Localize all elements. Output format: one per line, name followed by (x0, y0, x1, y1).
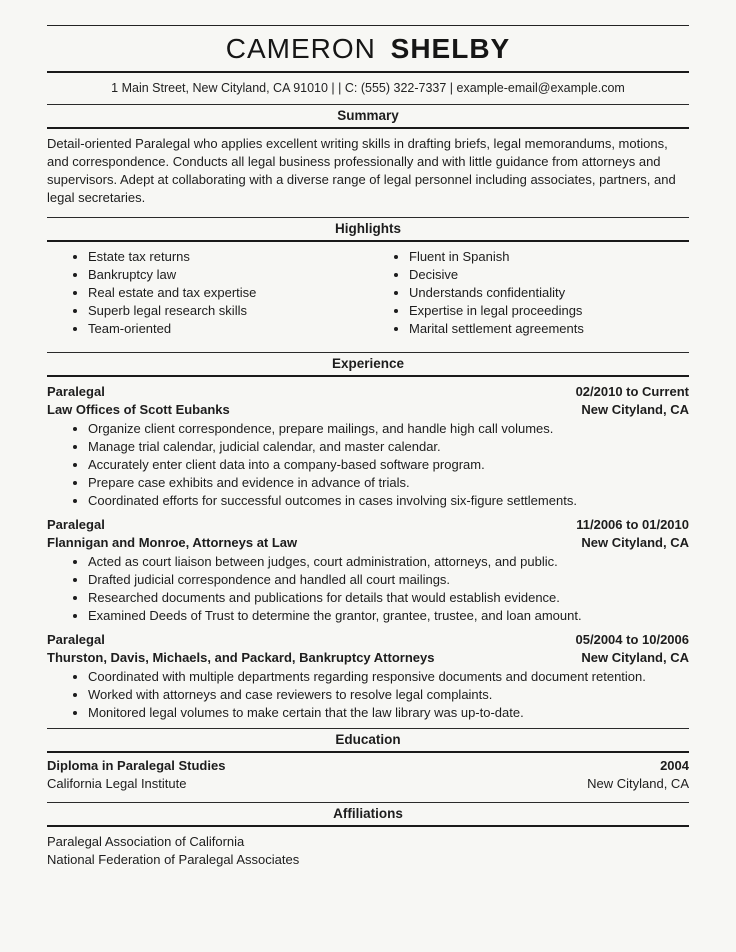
education-degree: Diploma in Paralegal Studies (47, 758, 226, 773)
job-company-row (47, 649, 689, 667)
education-school-row (47, 775, 689, 793)
list-item: • Manage trial calendar, judicial calendar, and master calendar. (88, 438, 689, 455)
affiliation-item: Paralegal Association of California (47, 834, 245, 849)
summary-text: Detail-oriented Paralegal who applies excellent writing skills in drafting briefs, legal memorandums, motions, and correspondence. Conducts all legal business professionally and with little guidance from attorneys and supervisors. Adept at collaborating with a diverse range of legal personnel including associates, partners, and legal secretaries. (47, 136, 676, 205)
job-entry (47, 631, 689, 721)
list-item: • Superb legal research skills (88, 302, 368, 319)
list-item: • Organize client correspondence, prepare mailings, and handle high call volumes. (88, 420, 689, 437)
list-item: • Understands confidentiality (409, 284, 689, 301)
job-location: New Cityland, CA (581, 649, 689, 665)
job-location: New Cityland, CA (581, 534, 689, 550)
experience-heading: Experience (47, 352, 689, 377)
list-item: • Worked with attorneys and case reviewers to resolve legal complaints. (88, 686, 689, 703)
job-company: Flannigan and Monroe, Attorneys at Law (47, 534, 298, 550)
summary-heading: Summary (47, 104, 689, 129)
education-year: 2004 (660, 758, 689, 773)
job-location: New Cityland, CA (581, 401, 689, 417)
list-item: • Marital settlement agreements (409, 320, 689, 337)
highlights-left-list (47, 248, 368, 338)
section-highlights (47, 217, 689, 342)
page-title (47, 26, 689, 71)
section-experience (47, 352, 689, 721)
highlights-heading: Highlights (47, 217, 689, 242)
education-location: New Cityland, CA (587, 775, 689, 791)
list-item: • Decisive (409, 266, 689, 283)
affiliations-heading: Affiliations (47, 802, 689, 827)
list-item: • Examined Deeds of Trust to determine the grantor, grantee, trustee, and loan amount. (88, 607, 689, 624)
list-item: • Coordinated with multiple departments regarding responsive documents and document retention. (88, 668, 689, 685)
list-item: • Team-oriented (88, 320, 368, 337)
highlights-columns (47, 246, 689, 342)
job-bullets (47, 553, 689, 624)
affiliation-item: National Federation of Paralegal Associates (47, 851, 300, 867)
education-school: California Legal Institute (47, 775, 187, 791)
job-company-row (47, 534, 689, 552)
list-item: • Researched documents and publications for details that would establish evidence. (88, 589, 689, 606)
contact-line: 1 Main Street, New Cityland, CA 91010 | | C: (555) 322-7337 | example-email@example.com (111, 81, 625, 95)
list-item: • Real estate and tax expertise (88, 284, 368, 301)
job-entry (47, 383, 689, 509)
education-entry (47, 757, 689, 792)
list-item: • Acted as court liaison between judges, court administration, attorneys, and public. (88, 553, 689, 570)
job-title: Paralegal (47, 384, 105, 399)
last-name: SHELBY (390, 33, 511, 64)
section-education (47, 728, 689, 792)
job-bullets (47, 668, 689, 721)
job-company-row (47, 401, 689, 419)
job-company: Thurston, Davis, Michaels, and Packard, Bankruptcy Attorneys (47, 649, 435, 665)
job-bullets (47, 420, 689, 509)
education-degree-row (47, 757, 689, 775)
job-entry (47, 516, 689, 624)
job-title-row (47, 516, 689, 534)
education-heading: Education (47, 728, 689, 753)
list-item: • Prepare case exhibits and evidence in advance of trials. (88, 474, 689, 491)
affiliations-list (47, 833, 689, 868)
job-title-row (47, 631, 689, 649)
job-title: Paralegal (47, 517, 105, 532)
section-affiliations (47, 802, 689, 868)
list-item: • Bankruptcy law (88, 266, 368, 283)
job-title-row (47, 383, 689, 401)
highlights-right-list (368, 248, 689, 338)
job-dates: 05/2004 to 10/2006 (575, 632, 689, 647)
list-item: • Drafted judicial correspondence and handled all court mailings. (88, 571, 689, 588)
first-name: CAMERON (225, 33, 376, 64)
job-title: Paralegal (47, 632, 105, 647)
section-summary (47, 104, 689, 207)
job-dates: 11/2006 to 01/2010 (576, 517, 689, 532)
list-item: • Fluent in Spanish (409, 248, 689, 265)
list-item: • Estate tax returns (88, 248, 368, 265)
list-item: • Expertise in legal proceedings (409, 302, 689, 319)
job-dates: 02/2010 to Current (575, 384, 689, 399)
list-item: • Monitored legal volumes to make certain that the law library was up-to-date. (88, 704, 689, 721)
list-item: • Coordinated efforts for successful outcomes in cases involving six-figure settlements. (88, 492, 689, 509)
list-item: • Accurately enter client data into a company-based software program. (88, 456, 689, 473)
job-company: Law Offices of Scott Eubanks (47, 401, 230, 417)
